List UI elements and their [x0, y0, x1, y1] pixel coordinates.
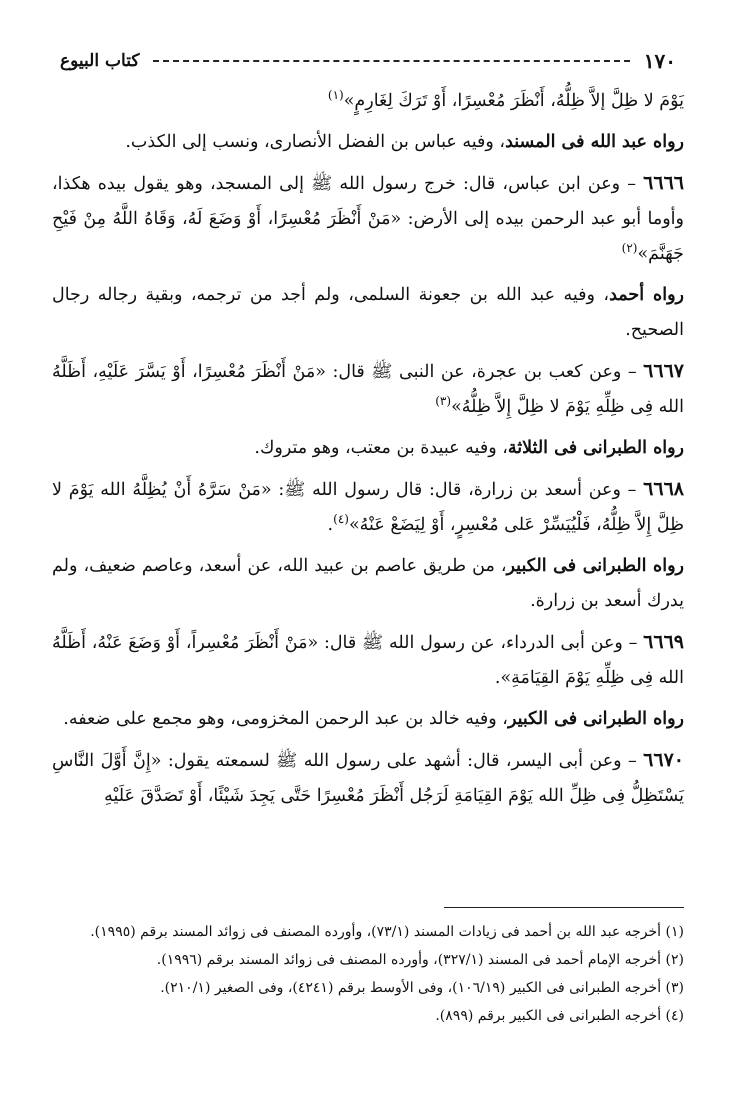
page-header: [60, 46, 676, 76]
footnote: (٤) أخرجه الطبرانى فى الكبير برقم (٨٩٩).: [435, 1008, 684, 1024]
hadith-paragraph: ٦٦٦٦ – وعن ابن عباس، قال: خرج رسول الله ﷺ إلى المسجد، وهو يقول بيده هكذا، وأوما أبو عبد الرحمن بيده إلى الأرض: «مَنْ أَنْظَرَ مُعْسِرًا، أَوْ وَضَعَ لَهُ، وَقَاهُ اللَّهُ مِنْ فَيْحِ جَهَنَّمَ»$^{(٢)}$: [52, 172, 684, 264]
paragraph: يَوْمَ لا ظِلَّ إلاَّ ظِلُّهُ، أَنْظَرَ مُعْسِرًا، أَوْ تَرَكَ لِغَارِمٍ»$^{(١)}$: [327, 88, 684, 111]
footnote: (٢) أخرجه الإمام أحمد فى المسند (٣٢٧/١)، وأورده المصنف فى زوائد المسند برقم (١٩٩٦).: [156, 952, 684, 968]
paragraph: رواه عبد الله فى المسند، وفيه عباس بن الفضل الأنصارى، ونسب إلى الكذب.: [125, 132, 684, 152]
hadith-number: ٦٦٦٨: [643, 478, 684, 500]
footnotes: [52, 907, 684, 1030]
footnote: (١) أخرجه عبد الله بن أحمد فى زيادات المسند (٧٣/١)، وأورده المصنف فى زوائد المسند برقم (١٩٩٥).: [90, 924, 684, 940]
hadith-paragraph: ٦٦٧٠ – وعن أبى اليسر، قال: أشهد على رسول الله ﷺ لسمعته يقول: «إِنَّ أَوَّلَ النَّاسِ يَسْتَظِلُّ فِى ظِلِّ الله يَوْمَ القِيَامَةِ لَرَجُل أَنْظَرَ مُعْسِرًا حَتَّى يَجِدَ شَيْئًا، أَوْ تَصَدَّقَ عَلَيْهِ: [52, 749, 684, 806]
chapter-title: كتاب البيوع: [60, 51, 140, 71]
header-divider: [153, 60, 629, 62]
hadith-paragraph: ٦٦٦٧ – وعن كعب بن عجرة، عن النبى ﷺ قال: «مَنْ أَنْظَرَ مُعْسِرًا، أَوْ يَسَّرَ عَلَيْهِ، أَظَلَّهُ الله فِى ظِلِّهِ يَوْمَ لا ظِلَّ إِلاَّ ظِلُّهُ»$^{(٣)}$: [52, 360, 684, 417]
footnote-rule: [444, 907, 684, 908]
hadith-paragraph: ٦٦٦٩ – وعن أبى الدرداء، عن رسول الله ﷺ قال: «مَنْ أَنْظَرَ مُعْسِراً، أَوْ وَضَعَ عَنْهُ، أَظَلَّهُ الله فِى ظِلِّهِ يَوْمَ القِيَامَةِ».: [52, 631, 684, 688]
paragraph: رواه الطبرانى فى الثلاثة، وفيه عبيدة بن معتب، وهو متروك.: [254, 438, 684, 458]
paragraph: رواه أحمد، وفيه عبد الله بن جعونة السلمى، ولم أجد من ترجمه، وبقية رجاله رجال الصحيح.: [52, 285, 684, 340]
hadith-number: ٦٦٦٧: [643, 360, 684, 382]
footnote: (٣) أخرجه الطبرانى فى الكبير (١٠٦/١٩)، وفى الأوسط برقم (٤٢٤١)، وفى الصغير (٢١٠/١).: [160, 980, 684, 996]
main-text: [52, 84, 684, 820]
hadith-number: ٦٦٧٠: [643, 749, 684, 771]
page-number: ١٧٠: [643, 49, 676, 73]
paragraph: رواه الطبرانى فى الكبير، وفيه خالد بن عبد الرحمن المخزومى، وهو مجمع على ضعفه.: [63, 709, 684, 729]
hadith-number: ٦٦٦٩: [643, 631, 684, 653]
paragraph: رواه الطبرانى فى الكبير، من طريق عاصم بن عبيد الله، عن أسعد، وعاصم ضعيف، ولم يدرك أسعد بن زرارة.: [52, 556, 684, 611]
hadith-paragraph: ٦٦٦٨ – وعن أسعد بن زرارة، قال: قال رسول الله ﷺ: «مَنْ سَرَّهُ أَنْ يُظِلَّهُ الله يَوْمَ لا ظِلَّ إِلاَّ ظِلُّهُ، فَلْيُيَسِّرْ عَلى مُعْسِرٍ، أَوْ لِيَضَعْ عَنْهُ»$^{(٤)}$.: [52, 478, 684, 535]
hadith-number: ٦٦٦٦: [643, 172, 684, 194]
